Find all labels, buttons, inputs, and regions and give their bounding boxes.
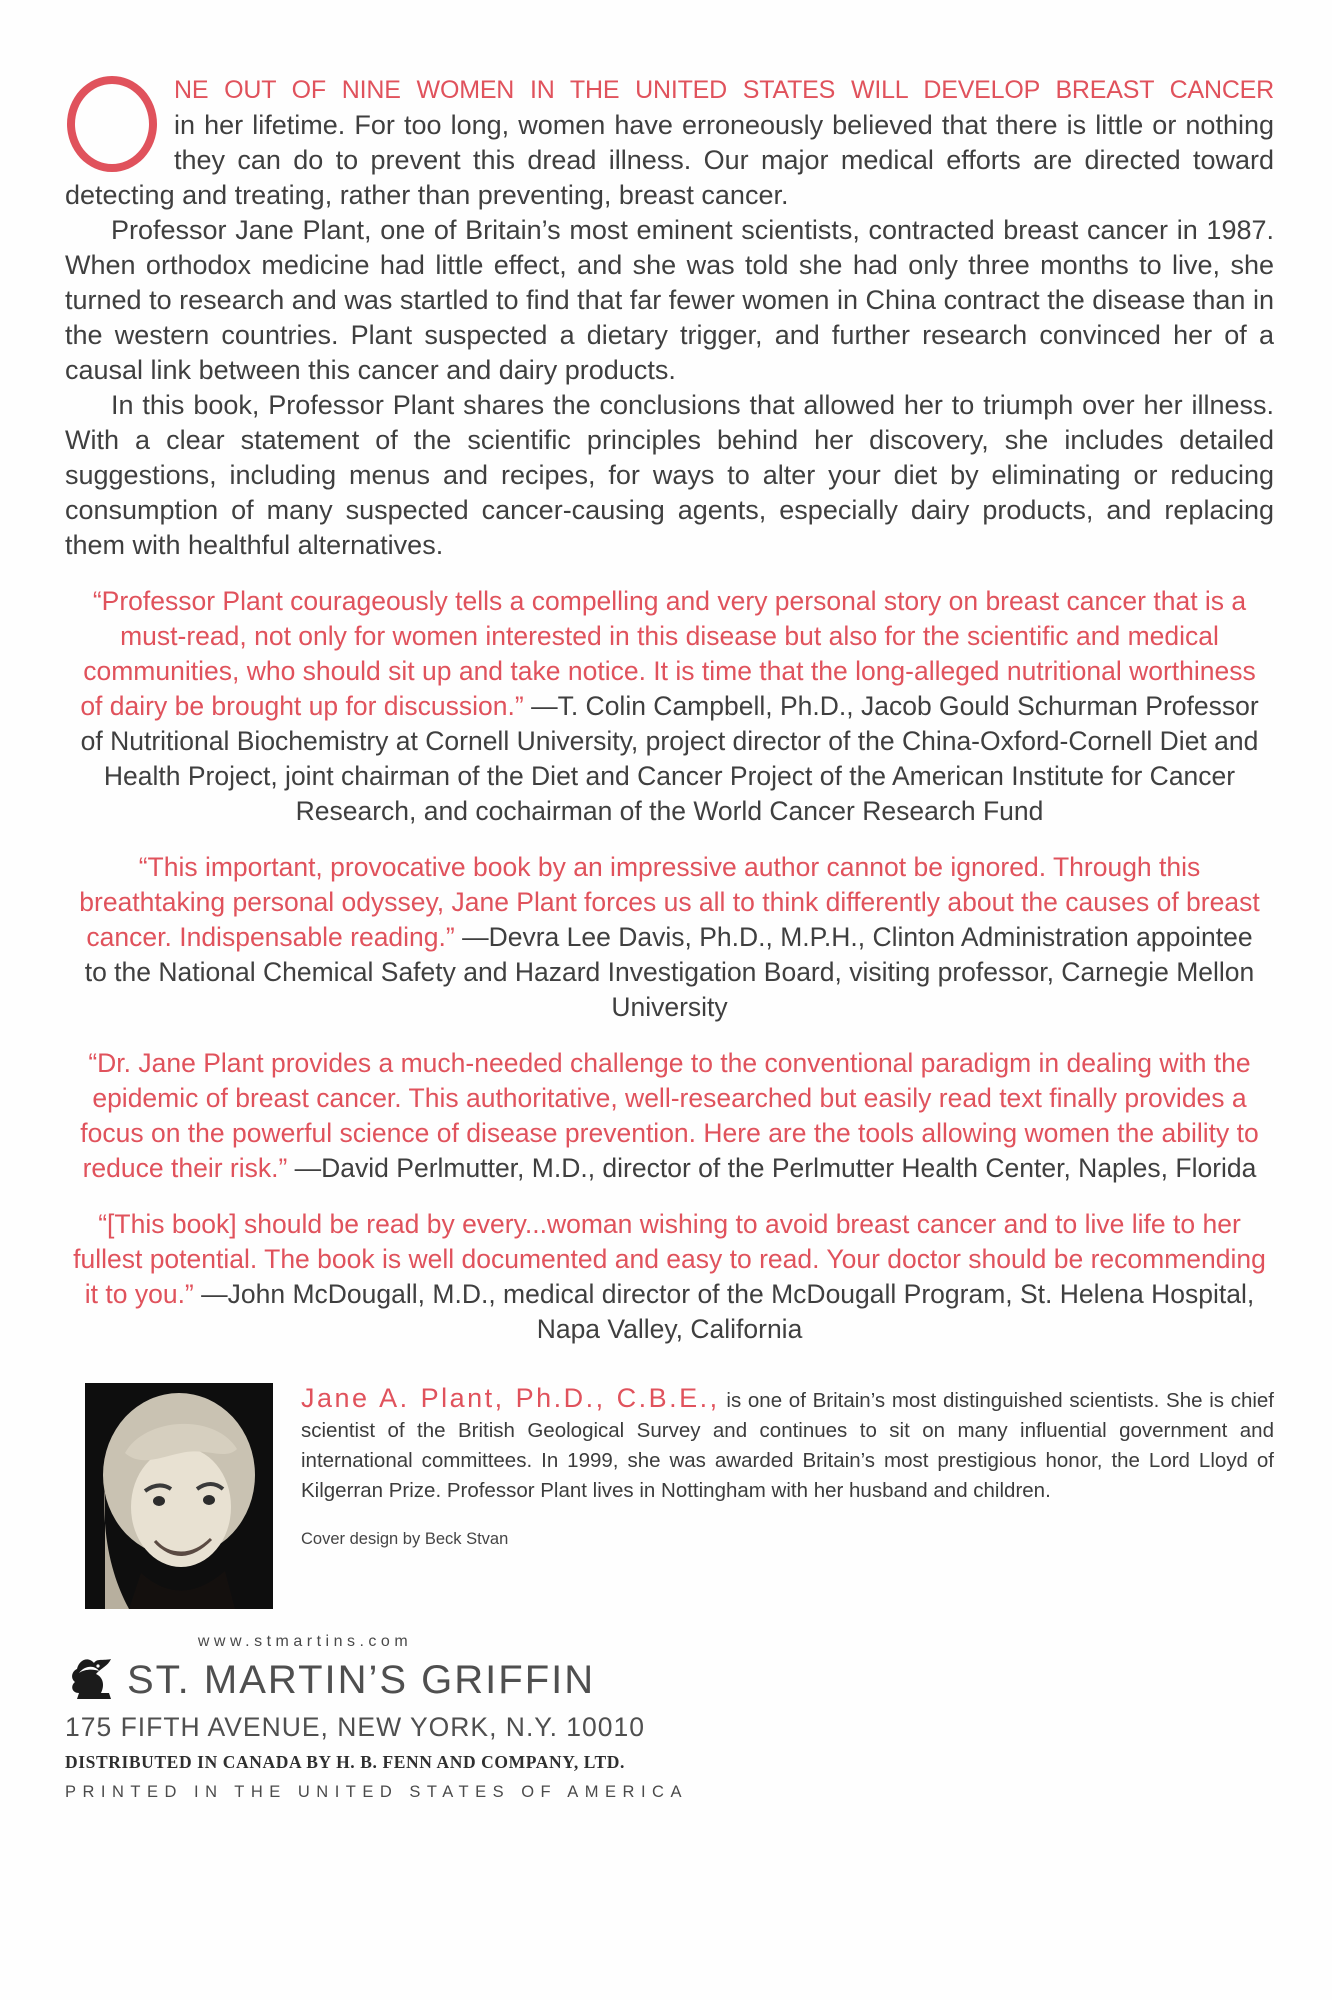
author-photo (85, 1383, 273, 1609)
quote-text: “Professor Plant courageously tells a compelling and very personal story on breast cancer that is a must-read, not only for women interested in this disease but also for the scientific and medical communities, who should sit up and take notice. It is time that the long-alleged nutritional worthiness of dairy be brought up for discussion.” (80, 586, 1256, 721)
publisher-address: 175 FIFTH AVENUE, NEW YORK, N.Y. 10010 (65, 1712, 645, 1742)
imprint-name: ST. MARTIN’S GRIFFIN (127, 1657, 596, 1702)
quote-attribution: —T. Colin Campbell, Ph.D., Jacob Gould Schurman Professor of Nutritional Biochemistry at Cornell University, project director of the China-Oxford-Cornell Diet and Health Project, joint chairman of the Diet and Cancer Project of the American Institute for Cancer Research, and cochairman of the World Cancer Research Fund (80, 691, 1259, 826)
griffin-logo-icon (65, 1653, 119, 1707)
opening-paragraph: in her lifetime. For too long, women have erroneously believed that there is little or nothing they can do to prevent this dread illness. Our major medical efforts are directed toward detecting and treating, rather than preventing, breast cancer. (65, 110, 1274, 210)
body-paragraph: Professor Jane Plant, one of Britain’s most eminent scientists, contracted breast cancer in 1987. When orthodox medicine had little effect, and she was told she had only three months to live, she turned to research and was startled to find that far fewer women in China contract the disease than in the western countries. Plant suspected a dietary trigger, and further research convinced her of a causal link between this cancer and dairy products. (65, 215, 1274, 385)
cover-design-credit: Cover design by Beck Stvan (301, 1530, 509, 1548)
review-quote (72, 1046, 1267, 1186)
review-quote (72, 584, 1267, 829)
publisher-website: www.stmartins.com (197, 1633, 413, 1650)
author-section (65, 1383, 1274, 1609)
drop-cap-o-icon (67, 76, 157, 172)
quote-text: “[This book] should be read by every...woman wishing to avoid breast cancer and to live life to her fullest potential. The book is well documented and easy to read. Your doctor should be recommending it to you.” (73, 1209, 1266, 1309)
printed-note: PRINTED IN THE UNITED STATES OF AMERICA (65, 1783, 688, 1801)
quote-text: “This important, provocative book by an impressive author cannot be ignored. Through this breathtaking personal odyssey, Jane Plant forces us all to think differently about the causes of breast cancer. Indispensable reading.” (79, 852, 1260, 952)
quote-attribution: —Devra Lee Davis, Ph.D., M.P.H., Clinton Administration appointee to the National Chemical Safety and Hazard Investigation Board, visiting professor, Carnegie Mellon University (84, 922, 1255, 1022)
author-bio-text: is one of Britain’s most distinguished scientists. She is chief scientist of the British Geological Survey and continues to sit on many influential government and international committees. In 1999, she was awarded Britain’s most prestigious honor, the Lord Lloyd of Kilgerran Prize. Professor Plant lives in Nottingham with her husband and children. (301, 1389, 1274, 1502)
imprint-row (65, 1653, 625, 1707)
review-quote (72, 1207, 1267, 1347)
quote-attribution: —John McDougall, M.D., medical director of the McDougall Program, St. Helena Hospital, Napa Valley, California (201, 1279, 1255, 1344)
headline: NE OUT OF NINE WOMEN IN THE UNITED STATES WILL DEVELOP BREAST CANCER (174, 76, 1274, 104)
author-name: Jane A. Plant, Ph.D., C.B.E., (301, 1383, 720, 1413)
body-paragraph: In this book, Professor Plant shares the conclusions that allowed her to triumph over her illness. With a clear statement of the scientific principles behind her discovery, she includes detailed suggestions, including menus and recipes, for ways to alter your diet by eliminating or reducing consumption of many suspected cancer-causing agents, especially dairy products, and replacing them with healthful alternatives. (65, 390, 1274, 560)
quote-text: “Dr. Jane Plant provides a much-needed challenge to the conventional paradigm in dealing with the epidemic of breast cancer. This authoritative, well-researched but easily read text finally provides a focus on the powerful science of disease prevention. Here are the tools allowing women the ability to reduce their risk.” (80, 1048, 1259, 1183)
publisher-block (65, 1633, 688, 1802)
distribution-note: DISTRIBUTED IN CANADA BY H. B. FENN AND COMPANY, LTD. (65, 1752, 625, 1772)
author-bio-column (301, 1383, 1274, 1549)
review-quote (72, 850, 1267, 1025)
author-bio (301, 1383, 1274, 1506)
quote-attribution: —David Perlmutter, M.D., director of the Perlmutter Health Center, Naples, Florida (294, 1153, 1257, 1183)
opening-block (65, 70, 1274, 213)
